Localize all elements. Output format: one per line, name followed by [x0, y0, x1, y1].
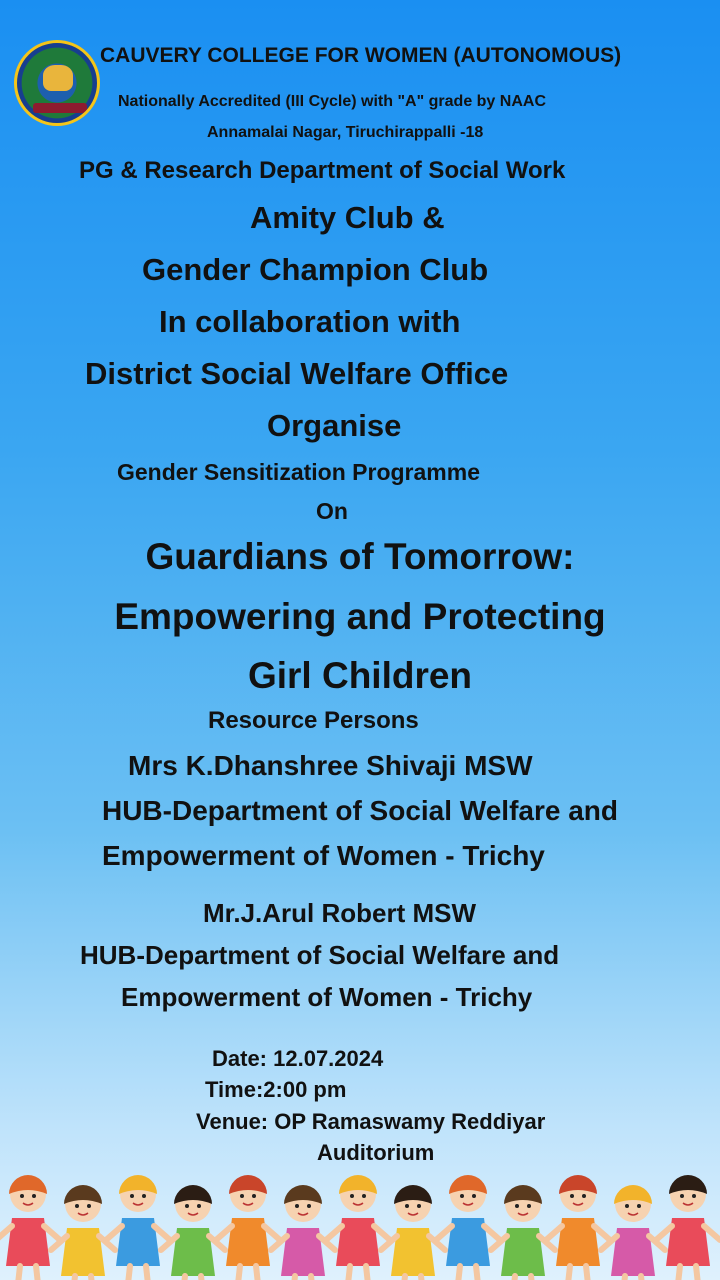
resource-person-2-org-line-2: Empowerment of Women - Trichy	[121, 982, 533, 1012]
college-logo	[14, 40, 100, 126]
child-figure	[161, 1185, 225, 1280]
event-date: Date: 12.07.2024	[212, 1046, 384, 1071]
event-venue-line-2: Auditorium	[317, 1140, 435, 1165]
programme-type: Gender Sensitization Programme	[117, 459, 480, 485]
child-figure	[381, 1185, 445, 1280]
event-time: Time:2:00 pm	[205, 1077, 347, 1102]
accreditation-text: Nationally Accredited (III Cycle) with "A" grade by NAAC	[118, 93, 546, 110]
child-figure	[436, 1175, 500, 1280]
programme-on: On	[316, 498, 348, 524]
resource-person-1-org-line-2: Empowerment of Women - Trichy	[102, 840, 545, 871]
child-figure	[546, 1175, 610, 1280]
child-figure	[0, 1175, 60, 1280]
college-name: CAUVERY COLLEGE FOR WOMEN (AUTONOMOUS)	[100, 44, 622, 67]
programme-title-line-2: Empowering and Protecting	[114, 596, 606, 637]
collaboration-line: In collaboration with	[159, 304, 461, 339]
resource-person-2-name: Mr.J.Arul Robert MSW	[203, 898, 477, 928]
child-figure	[106, 1175, 170, 1280]
child-figure	[216, 1175, 280, 1280]
logo-banner	[33, 103, 87, 113]
club-line-1: Amity Club &	[250, 200, 445, 235]
children-illustration	[0, 1150, 720, 1280]
college-address: Annamalai Nagar, Tiruchirappalli -18	[207, 124, 484, 141]
temple-emblem	[43, 65, 73, 91]
office-line: District Social Welfare Office	[85, 356, 509, 391]
child-figure	[51, 1185, 115, 1280]
resource-heading: Resource Persons	[208, 707, 419, 734]
resource-person-1-org-line-1: HUB-Department of Social Welfare and	[101, 795, 619, 826]
resource-person-1-name: Mrs K.Dhanshree Shivaji MSW	[128, 750, 533, 781]
programme-title-line-1: Guardians of Tomorrow:	[145, 536, 575, 577]
club-line-2: Gender Champion Club	[142, 252, 489, 287]
child-figure	[491, 1185, 555, 1280]
programme-title-line-3: Girl Children	[247, 655, 473, 696]
child-figure	[601, 1185, 665, 1280]
child-figure	[271, 1185, 335, 1280]
resource-person-2-org-line-1: HUB-Department of Social Welfare and	[80, 940, 560, 970]
department-name: PG & Research Department of Social Work	[79, 157, 566, 184]
event-venue-line-1: Venue: OP Ramaswamy Reddiyar	[196, 1109, 546, 1134]
child-figure	[326, 1175, 390, 1280]
child-figure	[656, 1175, 720, 1280]
organise-line: Organise	[267, 408, 402, 443]
